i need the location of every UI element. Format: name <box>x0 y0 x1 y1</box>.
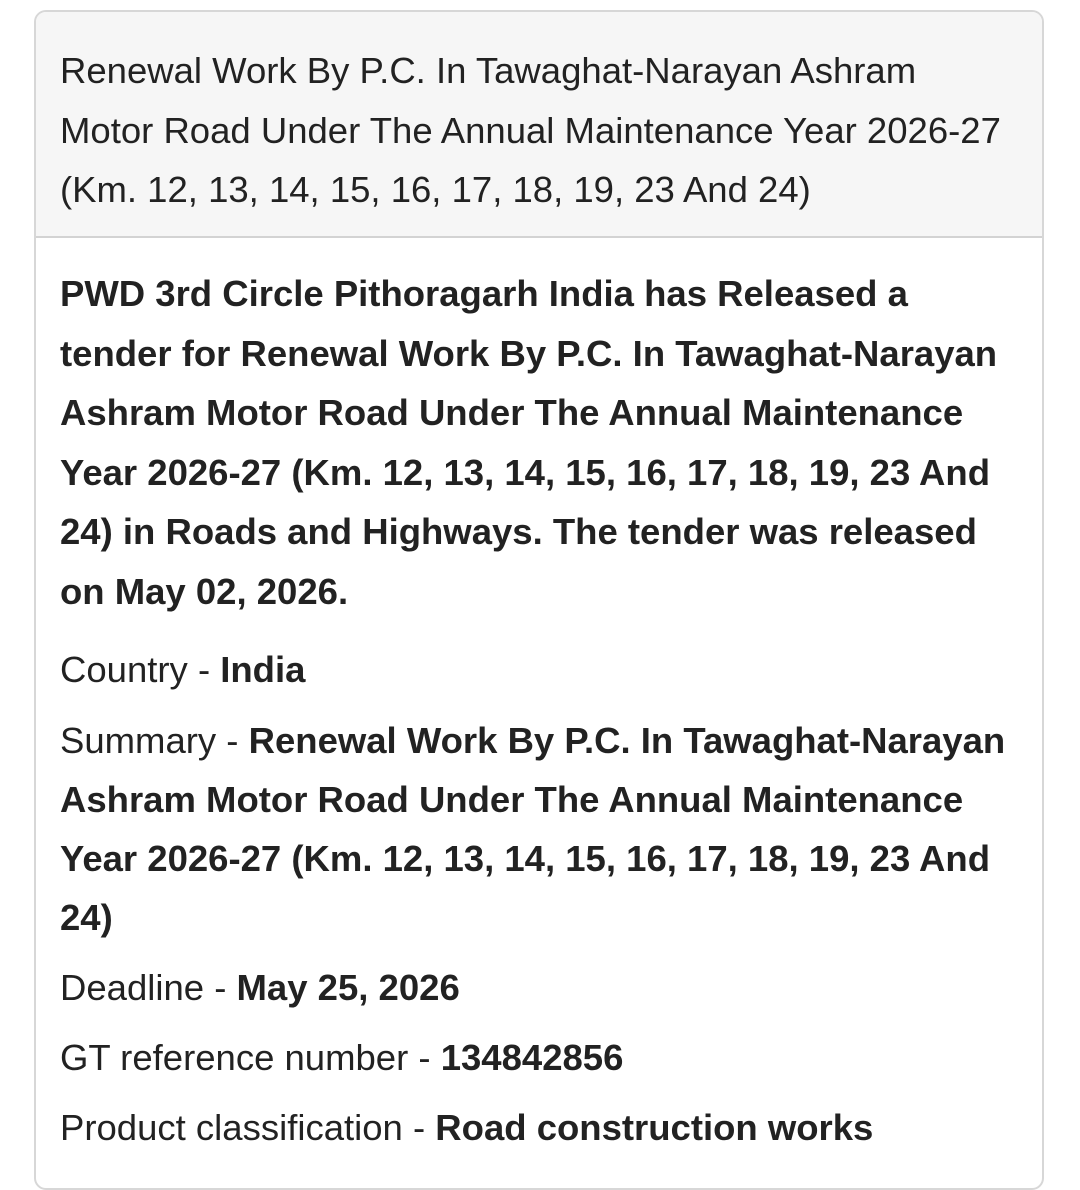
tender-card <box>34 10 1044 1190</box>
country-field <box>60 640 1018 699</box>
deadline-label: Deadline - <box>60 967 237 1008</box>
reference-number-field <box>60 1028 1018 1087</box>
summary-field <box>60 711 1018 947</box>
country-value: India <box>220 649 306 690</box>
description-details: in Roads and Highways. The tender was released on May 02, 2026. <box>60 511 977 612</box>
description-tender-title: Renewal Work By P.C. In Tawaghat-Narayan Ashram Motor Road Under The Annual Maintenance Year 2026-27 (Km. 12, 13, 14, 15, 16, 17, 18, 19, 23 And 24) <box>60 332 998 552</box>
country-label: Country - <box>60 649 221 690</box>
tender-card-body <box>36 238 1042 1157</box>
product-classification-field <box>60 1098 1018 1157</box>
reference-number-value: 134842856 <box>440 1037 624 1078</box>
description-lead: PWD 3rd Circle Pithoragarh India has Released a tender for <box>60 273 908 374</box>
product-classification-value: Road construction works <box>435 1107 874 1148</box>
product-classification-label: Product classification - <box>60 1107 436 1148</box>
deadline-value: May 25, 2026 <box>236 967 460 1008</box>
tender-card-header <box>36 12 1042 238</box>
deadline-field <box>60 958 1018 1017</box>
reference-number-label: GT reference number - <box>60 1037 441 1078</box>
tender-description <box>60 264 1018 621</box>
tender-title[interactable]: Renewal Work By P.C. In Tawaghat-Narayan Ashram Motor Road Under The Annual Maintenance Year 2026-27 (Km. 12, 13, 14, 15, 16, 17, 18, 19, 23 And 24) <box>60 50 1001 210</box>
summary-value: Renewal Work By P.C. In Tawaghat-Narayan Ashram Motor Road Under The Annual Maintenance Year 2026-27 (Km. 12, 13, 14, 15, 16, 17, 18, 19, 23 And 24) <box>60 720 1006 938</box>
summary-label: Summary - <box>60 720 249 761</box>
